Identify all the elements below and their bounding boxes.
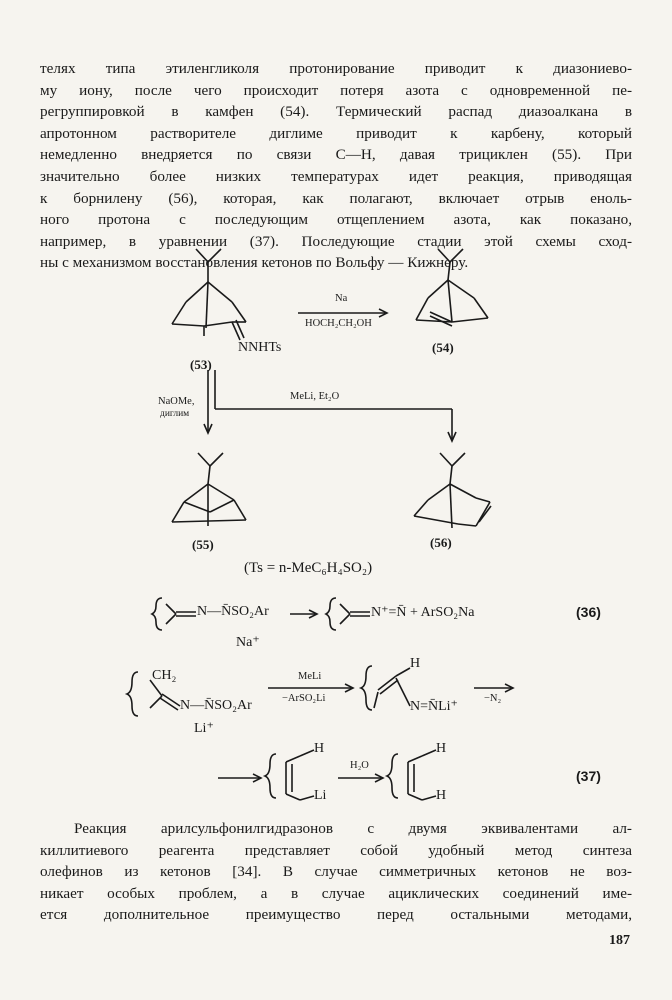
text-line: ны с механизмом восстановления кетонов по Вольфу — Кижнеру. xyxy=(40,254,469,272)
text-line: например, в уравнении (37). Последующие стадии этой схемы сход- xyxy=(40,232,632,250)
text-line: телях типа этиленгликоля протонирование приводит к диазониево- xyxy=(40,60,632,77)
arrow-to-54 xyxy=(298,309,387,317)
eq37-reagent-meli: MeLi xyxy=(298,671,322,682)
eq37-counterion: Li⁺ xyxy=(194,721,214,736)
text-line: олефинов из кетонов [34]. В случае симметричных кетонов не воз- xyxy=(40,863,632,881)
eq37-h-final-bottom: H xyxy=(436,788,447,803)
reagent-na: Na xyxy=(335,293,348,304)
reagent-glycol: HOCH₂CH₂OH xyxy=(305,318,372,329)
compound-label-53: (53) xyxy=(190,357,212,372)
eq37-ch2: CH₂ xyxy=(152,668,177,683)
structure-56 xyxy=(414,453,491,528)
eq36-right: N⁺=N̄ + ArSO₂Na xyxy=(371,605,475,620)
eq36-number: (36) xyxy=(576,604,601,620)
ts-definition: (Ts = n-MeC₆H₄SO₂) xyxy=(244,560,373,576)
text-line: никает особых проблем, а в случае ациклических соединений име- xyxy=(40,884,632,902)
reagent-naome: NaOMe, xyxy=(158,396,195,407)
arrow-to-55 xyxy=(204,370,212,433)
eq37-reagent-loss: −ArSO₂Li xyxy=(282,693,326,704)
structure-55 xyxy=(172,453,246,526)
text-line: немедленно внедряется по связи С—Н, давая трициклен (55). При xyxy=(40,146,632,164)
text-line: регруппировкой в камфен (54). Термический распад диазоалкана в xyxy=(40,103,632,121)
text-line: ется дополнительное преимущество перед остальными методами, xyxy=(40,906,632,924)
structure-53 xyxy=(172,249,246,340)
text-line: му иону, после чего происходит потеря азота с одновременной пе- xyxy=(40,81,632,99)
eq37-h-mid: H xyxy=(314,741,325,756)
arrow-to-56 xyxy=(215,370,456,441)
text-line: к борнилену (56), которая, как полагают, включает отрыв еноль- xyxy=(40,189,632,207)
text-line: апротонном растворителе диглиме приводит к карбену, который xyxy=(40,124,632,142)
eq37-reagent-water: H₂O xyxy=(350,760,369,771)
reagent-diglyme: диглим xyxy=(160,409,190,419)
compound-label-56: (56) xyxy=(430,535,452,550)
structure-54 xyxy=(416,249,488,326)
text-line: Реакция арилсульфонилгидразонов с двумя эквивалентами ал- xyxy=(74,820,632,837)
eq37-number: (37) xyxy=(576,768,601,784)
eq37-h-top: H xyxy=(410,656,421,671)
page-number: 187 xyxy=(609,933,630,948)
eq36-left: N—N̄SO₂Ar xyxy=(197,604,269,619)
text-line: значительно более низких температурах идет реакция, приводящая xyxy=(40,167,632,185)
eq37-li-mid: Li xyxy=(314,788,327,803)
compound-label-54: (54) xyxy=(432,340,454,355)
bottom-paragraph xyxy=(40,818,632,926)
substituent-nnhts: NNHTs xyxy=(238,340,282,355)
eq37-right: N=N̄Li⁺ xyxy=(410,699,458,714)
eq37-h-final-top: H xyxy=(436,741,447,756)
eq37-left: N—N̄SO₂Ar xyxy=(180,698,252,713)
eq36-counterion: Na⁺ xyxy=(236,635,260,650)
text-line: киллитиевого реагента представляет собой удобный метод синтеза xyxy=(40,841,632,859)
text-line: ного протона с последующим отщеплением азота, как показано, xyxy=(40,211,632,229)
eq37-loss-n2: −N₂ xyxy=(484,693,502,704)
eq37-row2-drawing xyxy=(218,750,436,800)
reagent-meli-et2o: MeLi, Et₂O xyxy=(290,391,340,402)
compound-label-55: (55) xyxy=(192,537,214,552)
